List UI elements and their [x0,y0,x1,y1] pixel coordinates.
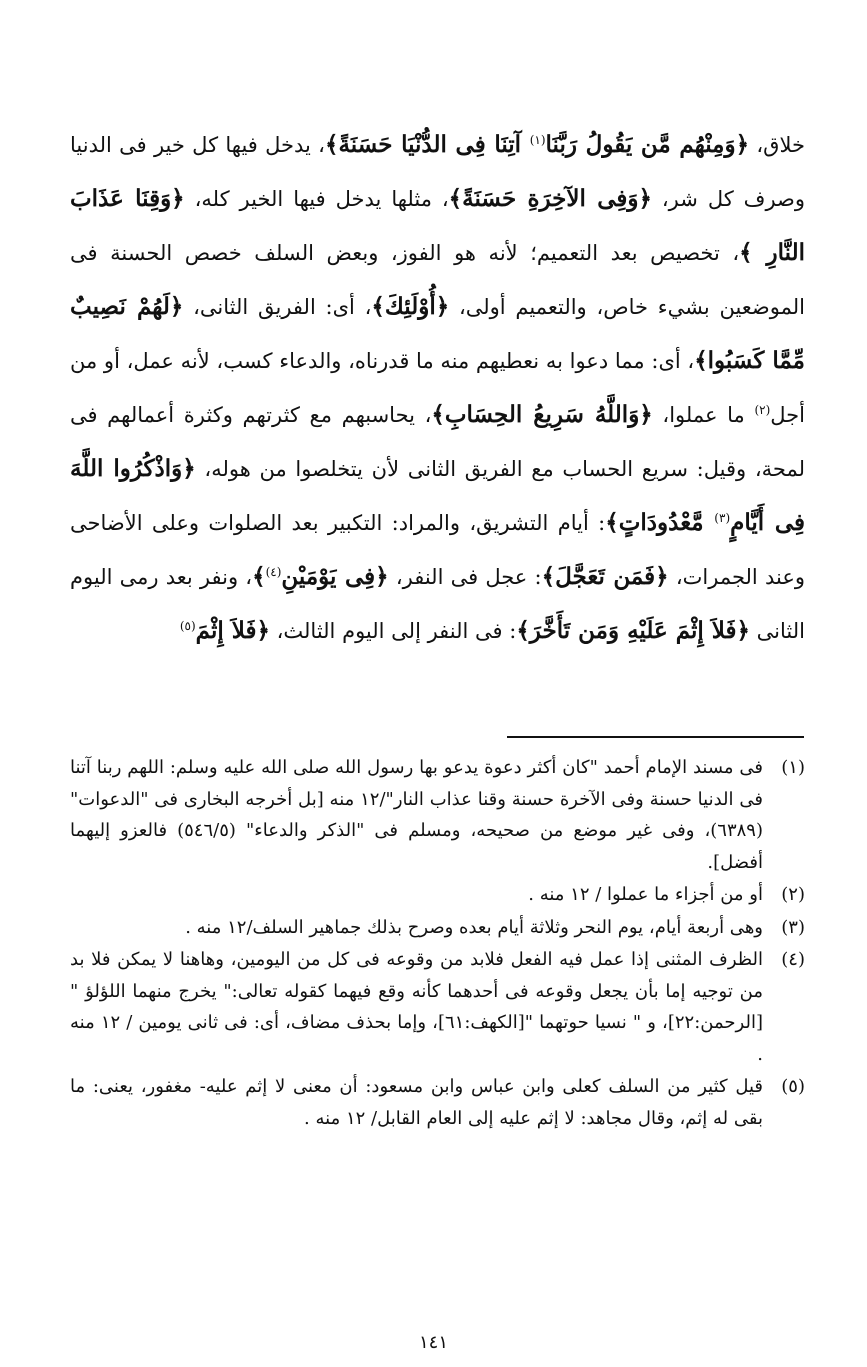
footnote-4 [70,944,805,1070]
footnote-ref-1: (١) [529,133,546,147]
quran-verse: ﴿وَاللَّهُ سَرِيعُ الحِسَابِ﴾ [431,401,653,428]
footnote-number: (٢) [781,884,805,905]
quran-verse: ﴿فَلاَ إِثْمَ عَلَيْهِ وَمَن تَأَخَّرَ﴾ [516,617,750,644]
main-text [70,118,805,658]
footnote-text: الظرف المثنى إذا عمل فيه الفعل فلابد من وقوعه فى كل من اليومين، وهاهنا لا يمكن فلا بد من توجيه إما بأن يجعل وقوعه فى أحدهما كأنه وقع فيهما كقوله تعالى:" يخرج منهما اللؤلؤ "[الرحمن:٢٢]، و " نسيا حوتهما "[الكهف:٦١]، وإما بحذف مضاف، أى: فى ثانى يومين / ١٢ منه . [70,949,764,1065]
footnote-5 [70,1071,805,1134]
text-segment: : أيام التشريق، والمراد: التكبير بعد الصلوات وعلى الأضاحى وعند الجمرات، [70,511,806,589]
text-segment: ، ونفر بعد رمى اليوم الثانى [70,565,805,643]
footnote-number: (٣) [781,916,805,938]
text-segment: : فى النفر إلى اليوم الثالث، [269,619,517,643]
quran-verse: ﴿وَمِنْهُم مَّن يَقُولُ رَبَّنَا [545,131,750,158]
footnote-number: (٥) [781,1076,805,1097]
footnote-separator [507,736,804,738]
footnotes [70,752,805,1135]
text-segment: ، مثلها يدخل فيها الخير كله، [184,187,449,211]
quran-verse: ﴿وَقِنَا عَذَابَ النَّارِ ﴾ [70,185,805,266]
page-number: ١٤١ [418,1332,448,1353]
text-segment: : عجل فى النفر، [388,565,542,589]
quran-verse: مَّعْدُودَاتٍ﴾ [605,509,715,536]
text-segment: خلاق، [749,133,805,157]
footnote-3 [70,912,805,944]
footnote-number: (١) [781,757,805,778]
quran-verse: ﴿فَلاَ إِثْمَ [195,617,270,644]
text-segment: ، تخصيص بعد التعميم؛ لأنه هو الفوز، وبعض السلف خصص الحسنة فى الموضعين بشيء خاص، والتعميم أولى، [70,241,805,319]
quran-verse: ﴿وَاذْكُرُوا اللَّهَ فِى أَيَّامٍ [70,455,806,536]
footnote-text: أو من أجزاء ما عملوا / ١٢ منه . [528,884,763,905]
quran-verse: ﴿فَمَن تَعَجَّلَ﴾ [541,563,669,590]
text-segment: ، يحاسبهم مع كثرتهم وكثرة أعمالهم فى لمحة، وقيل: سريع الحساب مع الفريق الثانى لأن يتخلصوا من هوله، [70,403,805,481]
footnote-ref-3: (٣) [714,511,731,525]
quran-verse: ﴿فِى يَوْمَيْنِ [281,563,389,590]
text-segment: ، يدخل فيها كل خير فى الدنيا وصرف كل شر، [70,133,806,211]
quran-verse: ﴿أُوْلَئِكَ﴾ [371,293,450,320]
quran-verse: ﴿لَهُمْ نَصِيبٌ مِّمَّا كَسَبُوا﴾ [70,293,805,374]
footnote-text: وهى أربعة أيام، يوم النحر وثلاثة أيام بعده وصرح بذلك جماهير السلف/١٢ منه . [185,916,763,938]
footnote-1 [70,752,805,878]
footnote-text: قيل كثير من السلف كعلى وابن عباس وابن مسعود: أن معنى لا إثم عليه- مغفور، يعنى: ما بقى له إثم، وقال مجاهد: لا إثم عليه إلى العام القابل/ ١٢ منه . [70,1076,763,1129]
text-segment: ما عملوا، [652,403,755,427]
quran-verse: ﴿وَفِى الآخِرَةِ حَسَنَةً﴾ [448,185,652,212]
text-segment: ، أى: الفريق الثانى، [183,295,372,319]
footnote-ref-5: (٥) [179,619,196,633]
footnote-2 [70,879,805,911]
text-segment: ، أى: مما دعوا به نعطيهم منه ما قدرناه، والدعاء كسب، لأنه عمل، أو من أجل [70,349,805,427]
footnote-text: فى مسند الإمام أحمد "كان أكثر دعوة يدعو بها رسول الله صلى الله عليه وسلم: اللهم ربنا آتنا فى الدنيا حسنة وفى الآخرة حسنة وقنا عذاب النار"/١٢ منه [بل أخرجه البخارى فى "الدعوات" (٦٣٨٩)، وفى غير موضع من صحيحه، ومسلم فى "الذكر والدعاء" (٥٤٦/٥) فالعزو إليهما أفضل]. [70,757,763,873]
footnote-ref-2: (٢) [754,403,771,417]
footnote-ref-4: (٤) [265,565,282,579]
quran-verse: ﴾ [252,563,266,590]
footnote-number: (٤) [781,949,805,970]
main-paragraph [70,118,805,658]
quran-verse: آتِنَا فِى الدُّنْيَا حَسَنَةً﴾ [324,131,530,158]
